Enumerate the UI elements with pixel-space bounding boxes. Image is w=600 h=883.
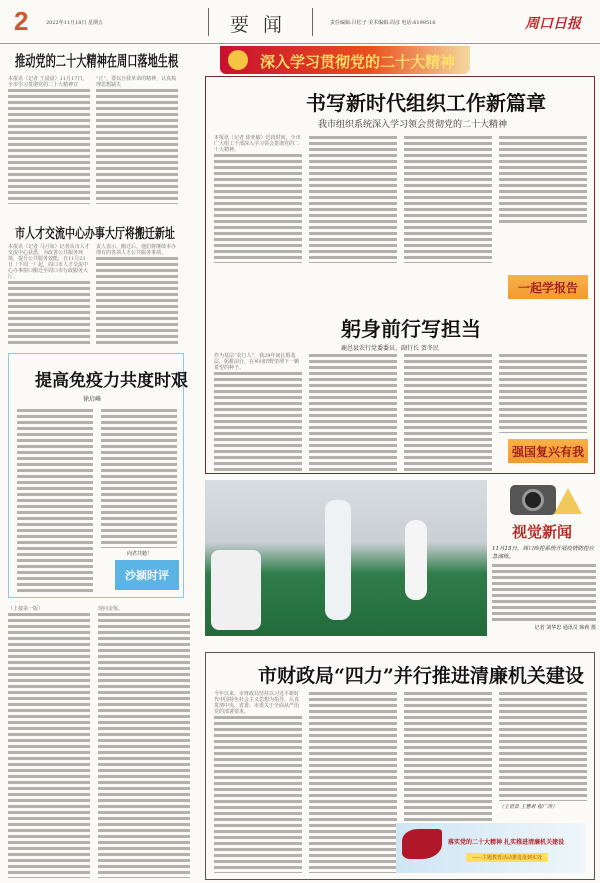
newspaper-logo: 周口日报: [525, 16, 581, 32]
a4-lead: 本报讯（记者 徐亚敏）近段时间，全市广大组工干部深入学习领会贯彻党的二十大精神。: [214, 135, 301, 153]
a6-lead: （上接第一版）: [8, 606, 90, 612]
chair-shape: [211, 550, 261, 630]
integrity-ad-banner: [396, 823, 586, 873]
finance-article-box: [205, 652, 595, 880]
tag-rejuvenation-label: 强国复兴有我: [511, 444, 584, 459]
banner-title: 深入学习贯彻党的二十大精神: [260, 53, 456, 71]
a1-col2: “正”，要以自我革命的精神，认真梳理思想缺失: [96, 76, 177, 88]
photo-caption: 11月15日，周口疾控系统开展疫情防控应急演练。: [492, 546, 594, 560]
a2-col2: 责人表示，搬迁后，他们将继续本办理有的各项人才公共服务事项。: [96, 244, 177, 256]
page-number: 2: [14, 6, 29, 36]
section-title: 要闻: [230, 14, 297, 36]
map-shape: [402, 829, 442, 859]
headline-a4: 书写新时代组织工作新篇章: [306, 91, 546, 115]
a7-credit: （王世景 王慧君 程广涛）: [499, 804, 558, 810]
headline-a5: 躬身前行写担当: [341, 317, 481, 341]
a5-lead: 作为基层“农行人”，我29年间扎根基层，躬耕前行，在乡间田野里埋下一颗希望的种子。: [214, 353, 302, 371]
a3-signoff: 向君共勉！: [127, 551, 153, 557]
editors: 责任编辑:吕松子 美术编辑:周彦 电话:6199516: [330, 20, 436, 26]
theme-banner: [220, 46, 470, 74]
a5-byline: 鹿邑县农行党委委员、副行长 贾冬民: [341, 345, 439, 352]
column-badge-label: 沙颍时评: [125, 570, 169, 582]
ad-subtitle: ——主题教育活动推进落到实处: [466, 853, 548, 862]
photo-credit: 记者 刘华忠 通讯员 韩莉 摄: [534, 625, 596, 631]
a6-col2: 现问金鉴。: [98, 606, 190, 612]
tag-rejuvenation: [508, 439, 588, 463]
headline-a2: 市人才交流中心办事大厅将搬迁新址: [15, 226, 175, 242]
issue-date: 2022年11月18日 星期五: [46, 20, 104, 26]
person-figure: [325, 500, 351, 620]
person-figure: [405, 520, 427, 600]
headline-a1: 推动党的二十大精神在周口落地生根: [15, 52, 179, 70]
a1-lead: 本报讯（记者 王晨晨）11月17日，全市学习贯彻党的二十大精神宣: [8, 76, 90, 88]
column-badge: [115, 560, 179, 590]
a2-lead: 本报讯（记者 马月如）记者从市人才交流中心获悉，为改善公共服务环境，提升公共服务效能，自11月21日（下周一）起，周口市人才交流中心办事窗口搬迁至周口市行政服务大厅。: [8, 244, 90, 280]
commentary-box: [8, 353, 188, 598]
headline-a3: 提高免疫力共度时艰: [35, 371, 188, 391]
a4-subtitle: 我市组织系统深入学习领会贯彻党的二十大精神: [318, 120, 508, 130]
photo-news-title: 视觉新闻: [512, 523, 573, 541]
decor-triangle: [554, 488, 582, 514]
headline-a7: 市财政局“四力”并行推进清廉机关建设: [258, 665, 584, 687]
feature-box: [205, 76, 595, 474]
page-header: [0, 0, 600, 44]
camera-icon: [510, 485, 556, 515]
news-photo: [205, 480, 487, 636]
divider: [208, 8, 209, 36]
tag-study-report: [508, 275, 588, 299]
party-emblem-icon: [228, 50, 248, 70]
a7-lead: 今年以来，市财政局坚持以习近平新时代中国特色社会主义思想为指导，认真贯彻中央、省委、市委关于全面从严治党的部署要求。: [214, 691, 302, 715]
a3-author: 徐启峰: [83, 396, 102, 403]
divider: [312, 8, 313, 36]
tag-study-report-label: 一起学报告: [517, 280, 578, 295]
ad-title: 落实党的二十大精神 扎实推进清廉机关建设: [448, 839, 565, 846]
